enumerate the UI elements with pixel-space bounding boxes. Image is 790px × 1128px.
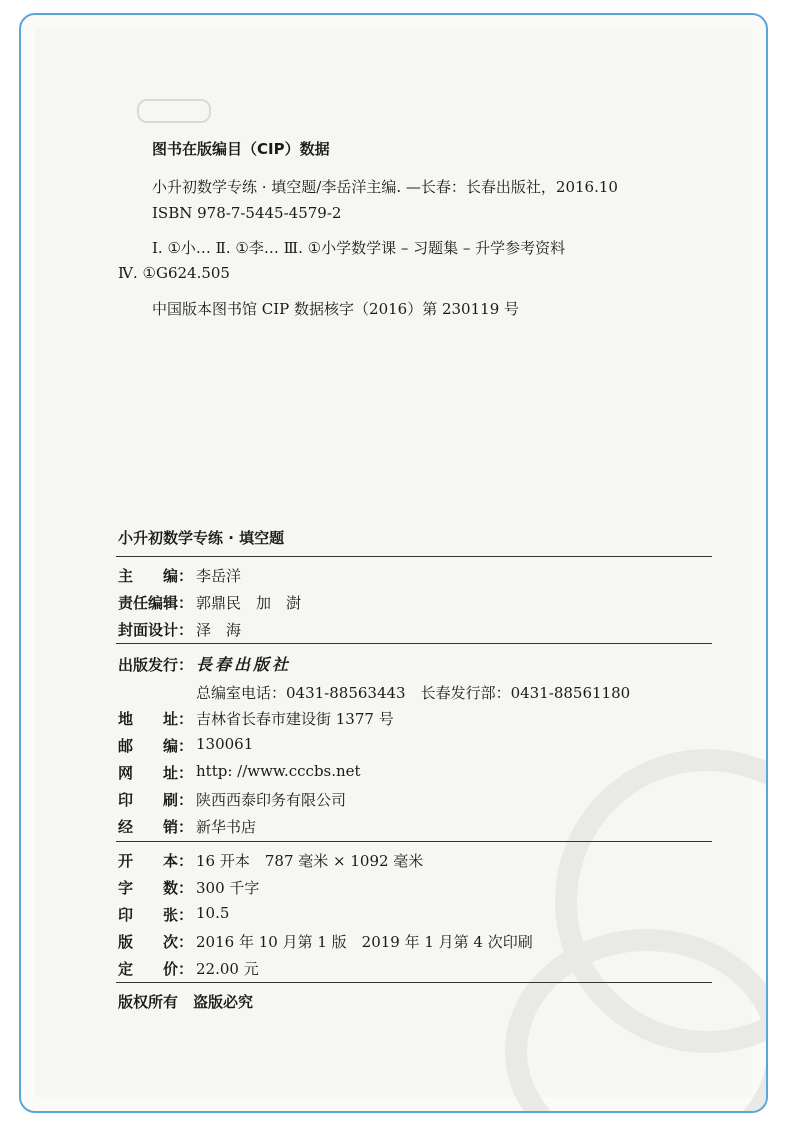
- spec-value: 10.5: [196, 904, 230, 922]
- ghost-logo-decoration: [137, 99, 211, 123]
- spec-value: 16 开本 787 毫米 × 1092 毫米: [196, 852, 424, 870]
- credit-value: 郭鼎民 加 澍: [196, 594, 302, 612]
- divider: [116, 643, 712, 644]
- cip-classification-line: Ⅰ. ①小… Ⅱ. ①李… Ⅲ. ①小学数学课 – 习题集 – 升学参考资料: [152, 239, 566, 257]
- cip-classification-line-2: Ⅳ. ①G624.505: [118, 264, 230, 282]
- spec-value: 300 千字: [196, 879, 260, 897]
- publisher-label: 出版发行：: [118, 656, 194, 674]
- spec-label: 开 本：: [118, 852, 194, 870]
- publisher-phones: 总编室电话：0431-88563443 长春发行部：0431-88561180: [196, 684, 631, 702]
- credit-label: 主 编：: [118, 567, 194, 585]
- info-value: 新华书店: [196, 818, 257, 836]
- publisher-logo: 長春出版社: [196, 655, 292, 674]
- spec-label: 印 张：: [118, 906, 194, 924]
- info-value: 陕西西泰印务有限公司: [196, 791, 347, 809]
- credit-value: 李岳洋: [196, 567, 242, 585]
- info-label: 网 址：: [118, 764, 194, 782]
- credit-label: 责任编辑：: [118, 594, 194, 612]
- credit-value: 泽 海: [196, 621, 242, 639]
- divider: [116, 841, 712, 842]
- spec-value: 2016 年 10 月第 1 版 2019 年 1 月第 4 次印刷: [196, 933, 533, 951]
- copyright-notice: 版权所有 盗版必究: [118, 993, 254, 1011]
- spec-label: 定 价：: [118, 960, 194, 978]
- info-label: 地 址：: [118, 710, 194, 728]
- spec-value: 22.00 元: [196, 960, 259, 978]
- info-value: 吉林省长春市建设街 1377 号: [196, 710, 394, 728]
- divider: [116, 556, 712, 557]
- spec-label: 版 次：: [118, 933, 194, 951]
- cip-record-number: 中国版本图书馆 CIP 数据核字（2016）第 230119 号: [152, 300, 520, 318]
- cip-title-line: 小升初数学专练 · 填空题/李岳洋主编. —长春：长春出版社，2016.10: [152, 178, 618, 196]
- info-label: 邮 编：: [118, 737, 194, 755]
- divider: [116, 982, 712, 983]
- credit-label: 封面设计：: [118, 621, 194, 639]
- info-value: http: //www.cccbs.net: [196, 762, 361, 780]
- cip-isbn: ISBN 978-7-5445-4579-2: [152, 204, 342, 222]
- cip-heading: 图书在版编目（CIP）数据: [152, 140, 330, 158]
- info-label: 印 刷：: [118, 791, 194, 809]
- spec-label: 字 数：: [118, 879, 194, 897]
- info-value: 130061: [196, 735, 254, 753]
- ghost-circle-decoration: [505, 929, 768, 1113]
- info-label: 经 销：: [118, 818, 194, 836]
- book-title: 小升初数学专练 · 填空题: [118, 529, 285, 547]
